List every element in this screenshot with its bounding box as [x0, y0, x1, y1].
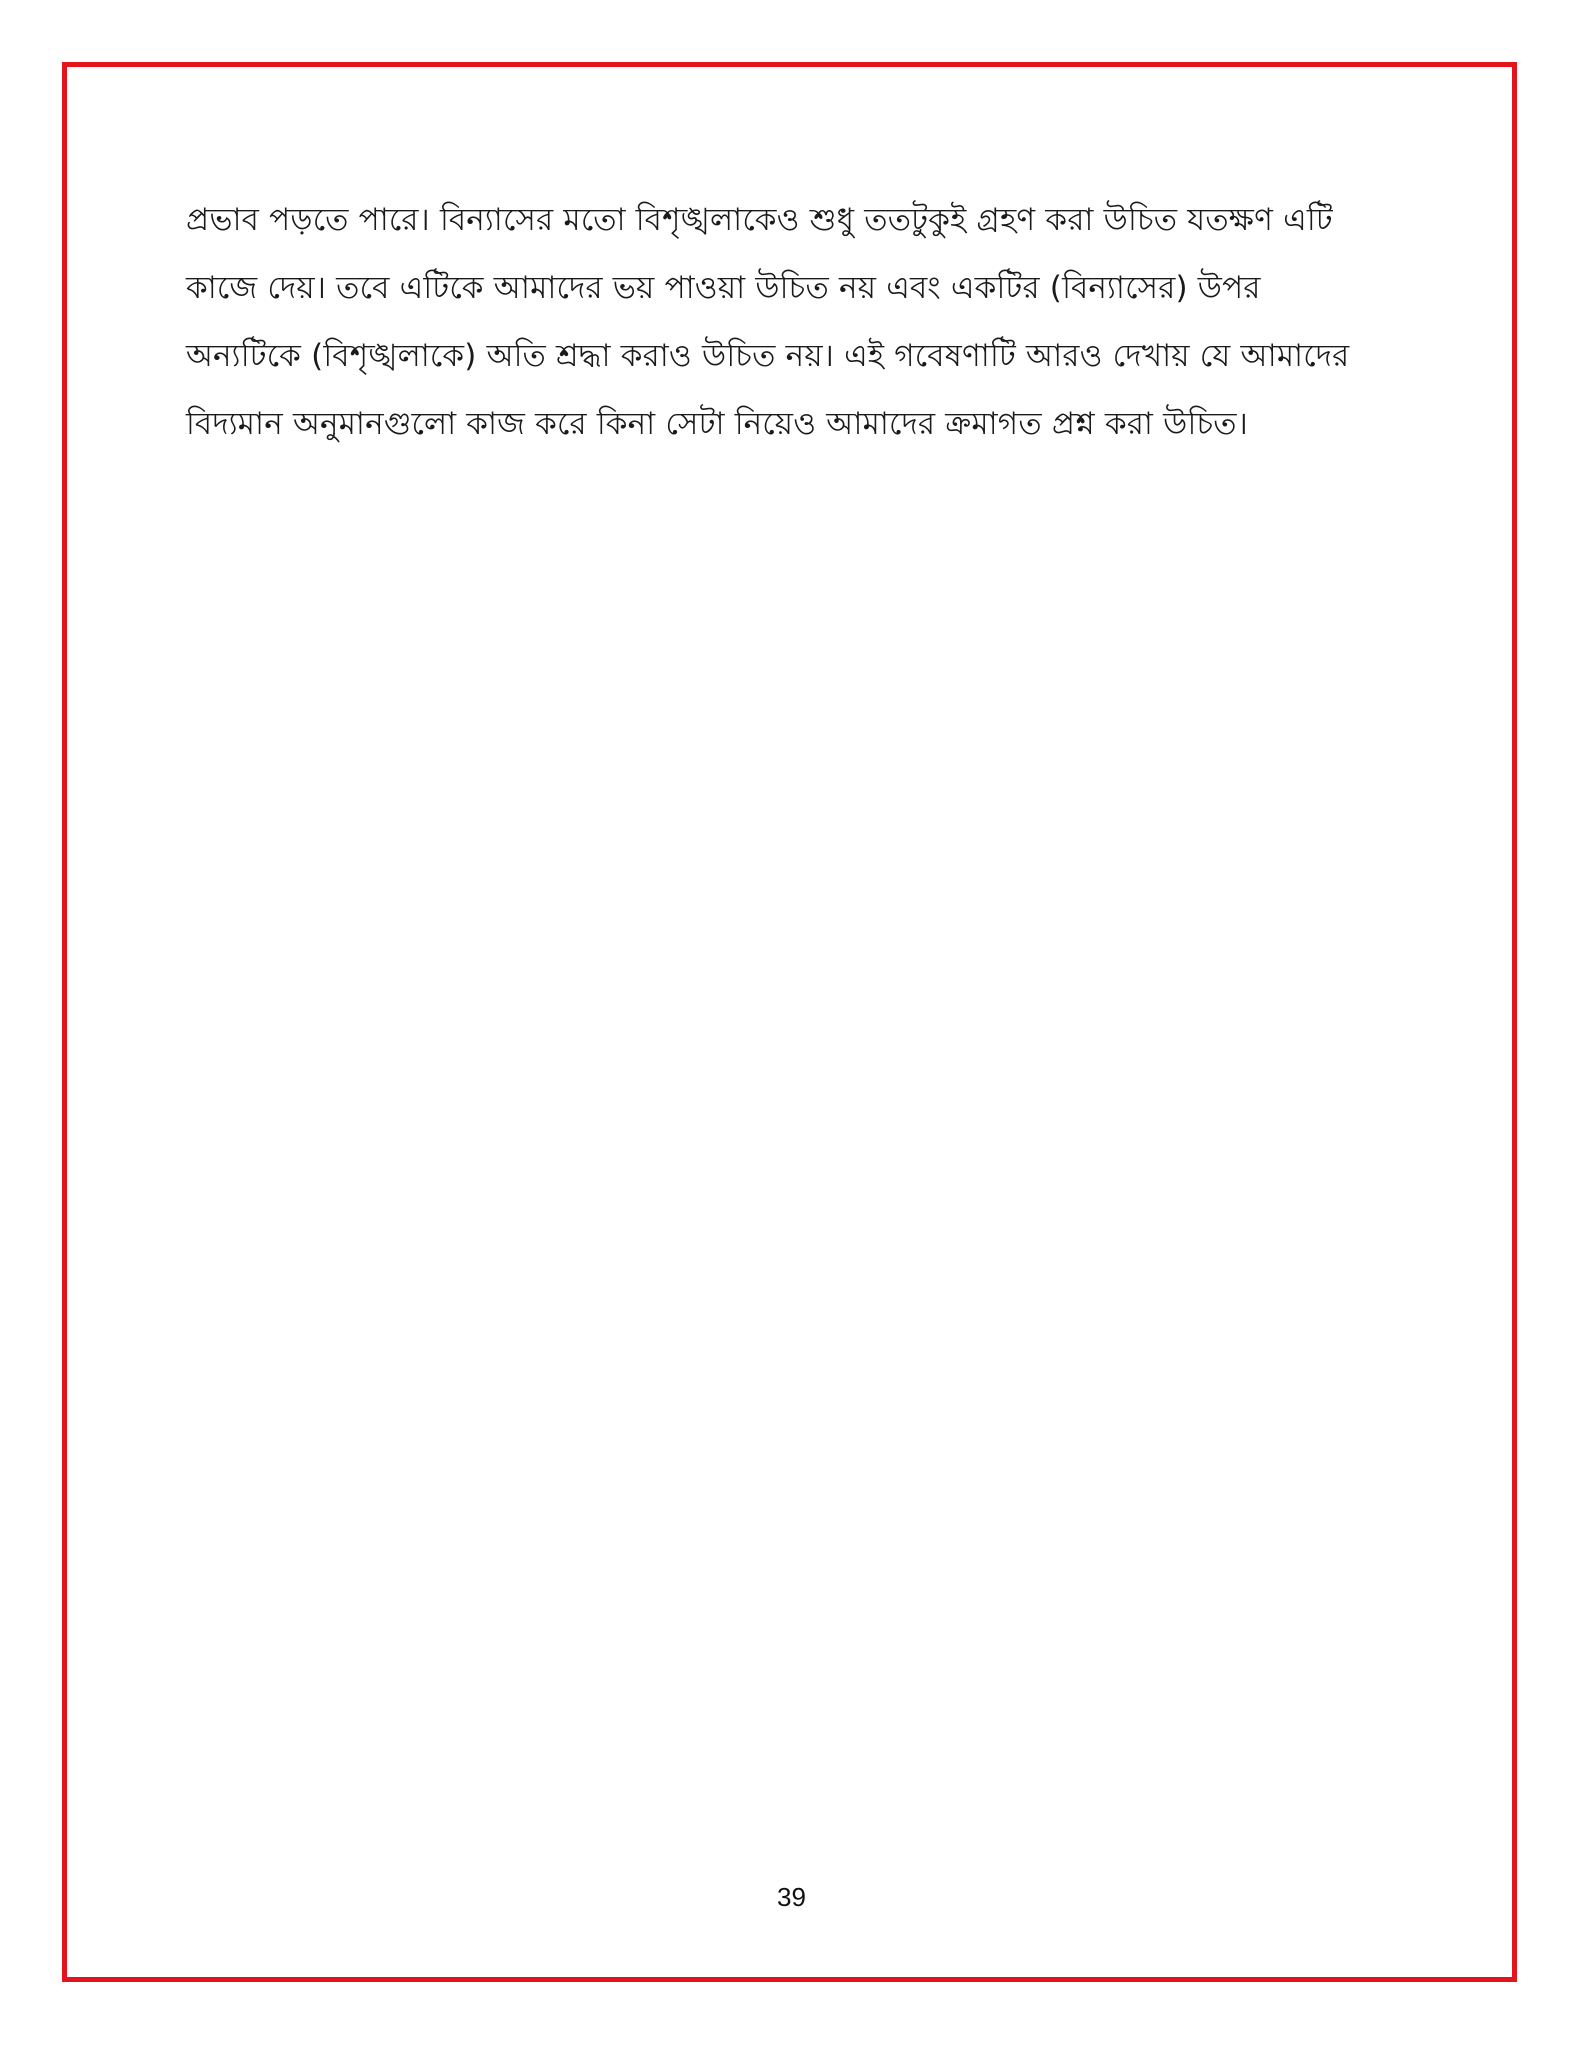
- page-number: 39: [777, 1882, 806, 1912]
- paragraph-line: প্রভাব পড়তে পারে। বিন্যাসের মতো বিশৃঙ্খলাকেও শুধু ততটুকুই গ্রহণ করা উচিত যতক্ষণ এটি: [186, 202, 1333, 238]
- paragraph-line: কাজে দেয়। তবে এটিকে আমাদের ভয় পাওয়া উচিত নয় এবং একটির (বিন্যাসের) উপর: [186, 270, 1261, 306]
- paragraph-line: বিদ্যমান অনুমানগুলো কাজ করে কিনা সেটা নিয়েও আমাদের ক্রমাগত প্রশ্ন করা উচিত।: [186, 406, 1249, 442]
- paragraph-line: অন্যটিকে (বিশৃঙ্খলাকে) অতি শ্রদ্ধা করাও উচিত নয়। এই গবেষণাটি আরও দেখায় যে আমাদের: [186, 338, 1350, 374]
- body-paragraph: [186, 186, 1406, 458]
